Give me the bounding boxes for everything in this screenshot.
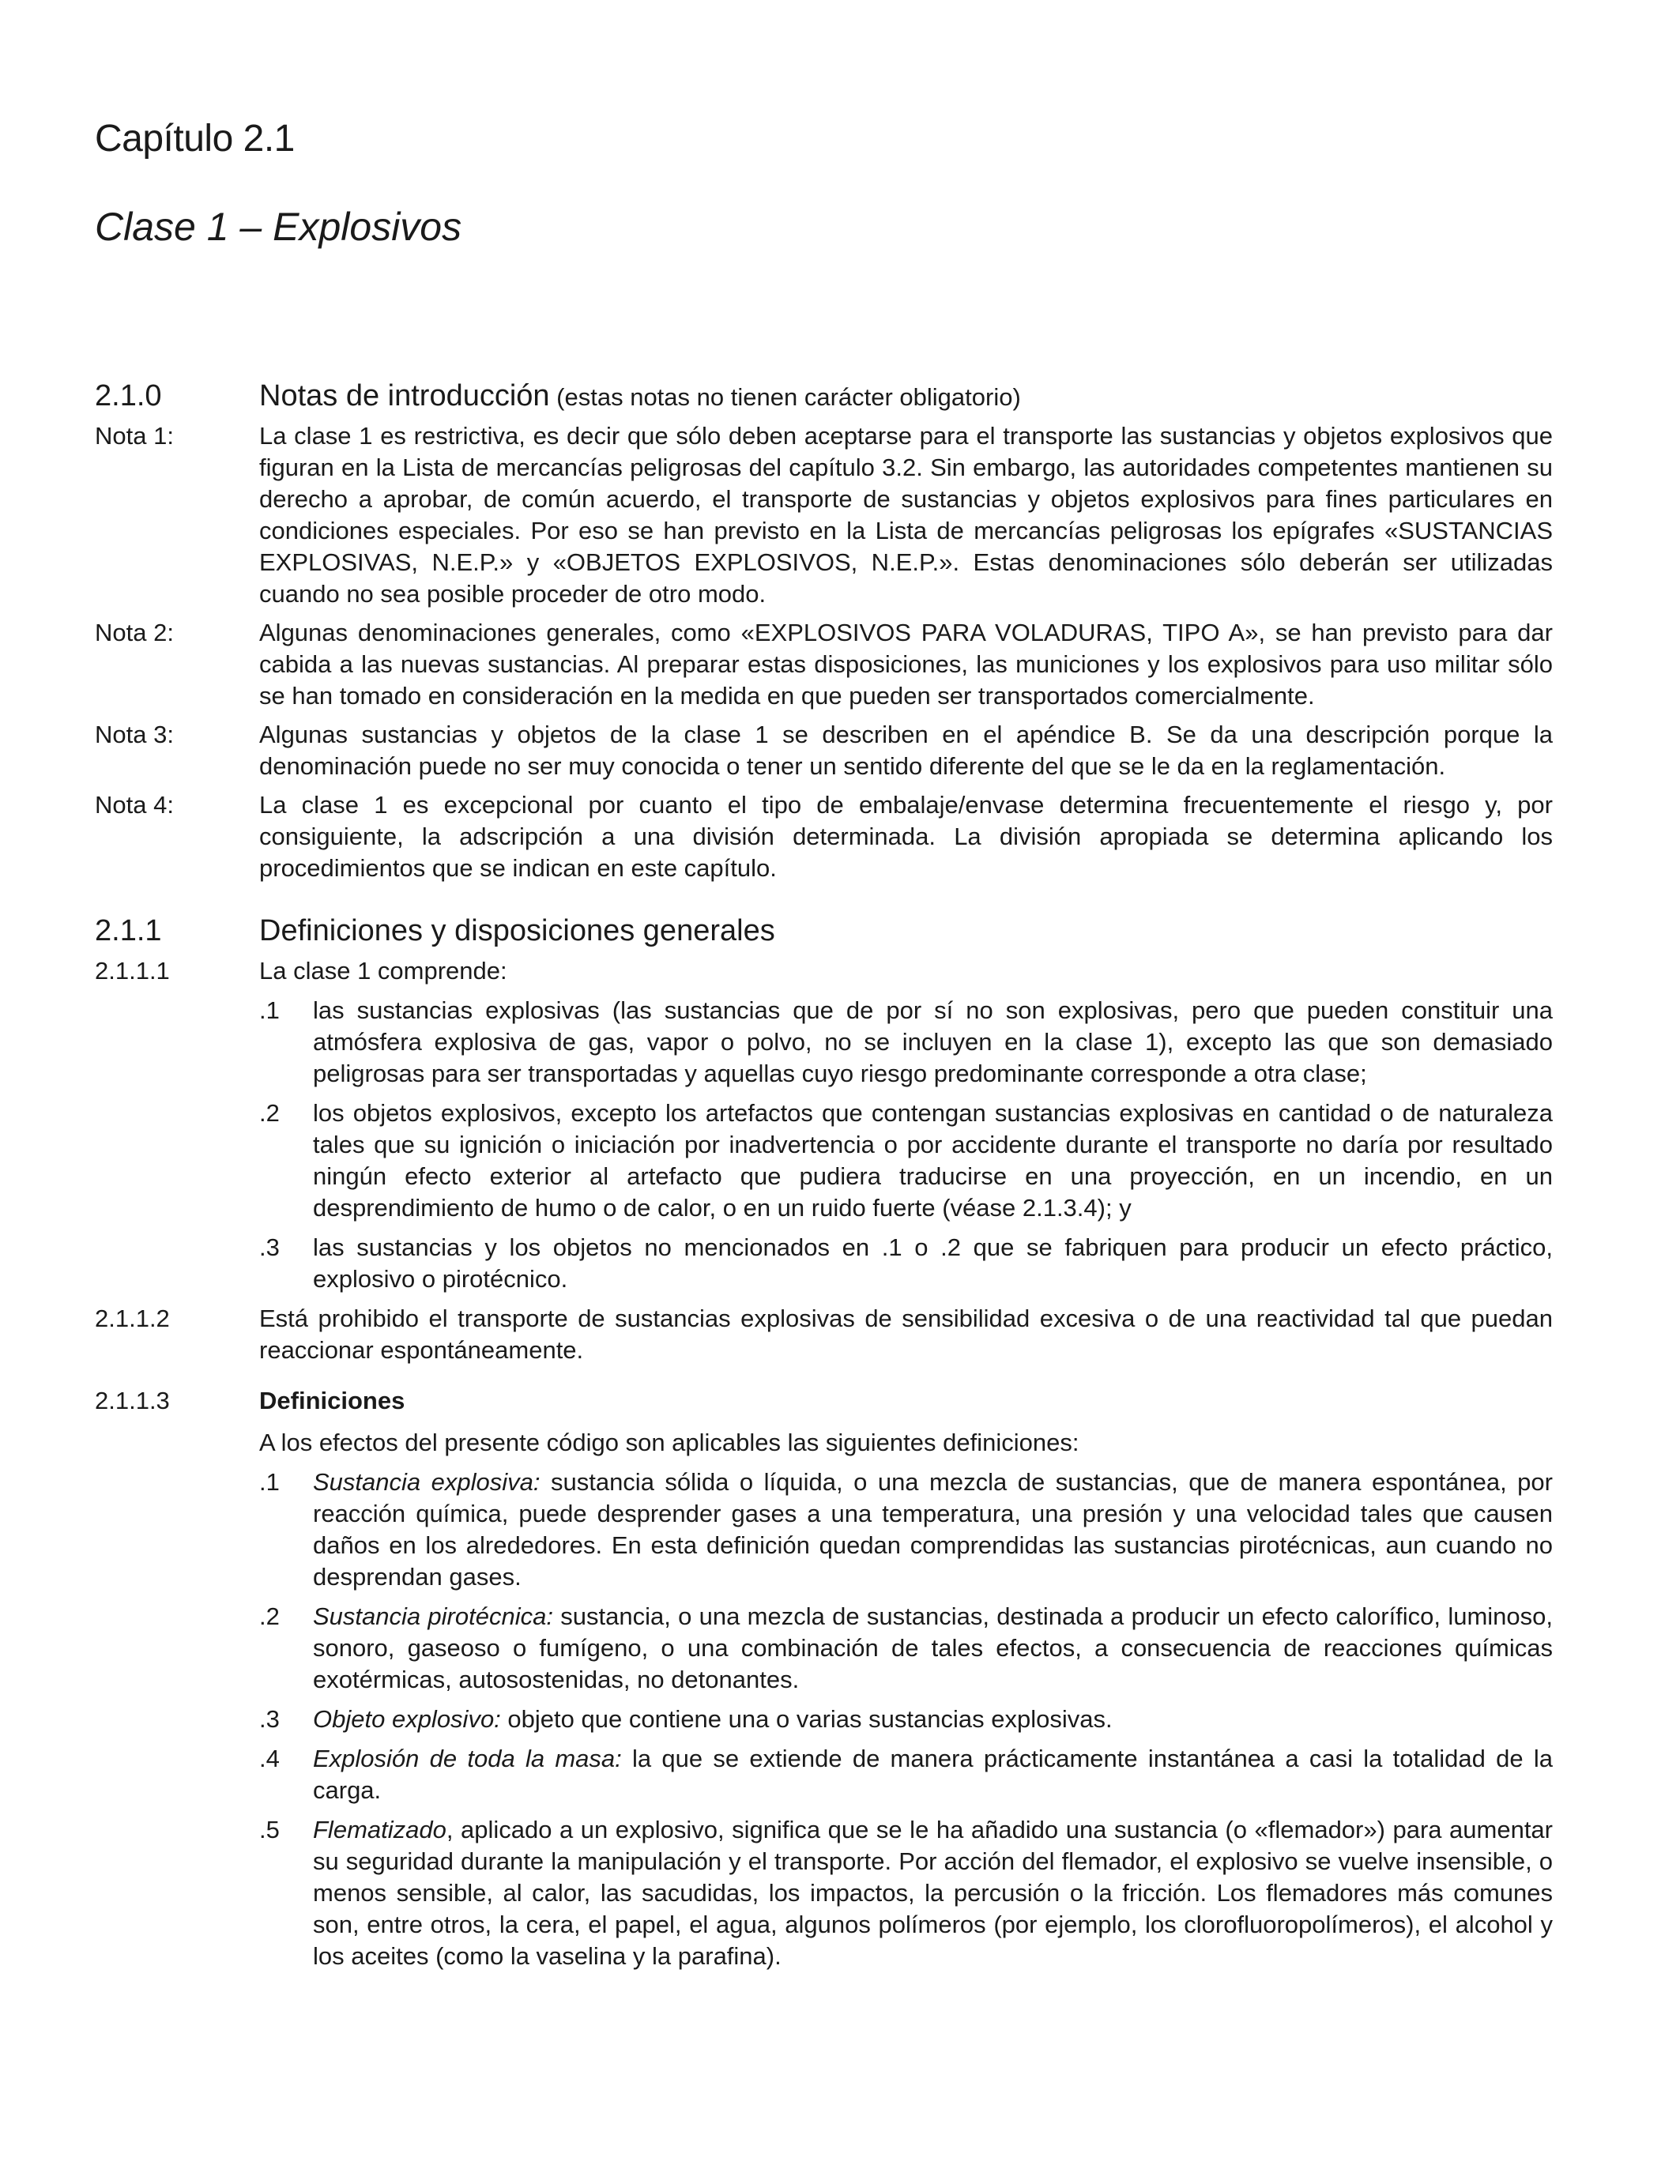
definition-term: Objeto explosivo: [313, 1705, 501, 1733]
definition-item [259, 1467, 1553, 1593]
note-2 [95, 617, 1553, 712]
section-number: 2.1.0 [95, 379, 162, 412]
paragraph-number: 2.1.1.3 [95, 1387, 170, 1414]
definition-text: sustancia, o una mezcla de sustancias, destinada a producir un efecto calorífico, luminoso, sonoro, gaseoso o fumígeno, o una combinación de tales efectos, a consecuencia de reacciones químicas exotérmicas, autosostenidas, no detonantes. [313, 1602, 1554, 1693]
note-label: Nota 1: [95, 422, 174, 450]
item-text: las sustancias y los objetos no mencionados en .1 o .2 que se fabriquen para producir un efecto práctico, explosivo o pirotécnico. [313, 1233, 1553, 1293]
section-title: Notas de introducción [259, 379, 550, 412]
paragraph-number: 2.1.1.1 [95, 957, 170, 985]
section-2-1-0-heading [95, 378, 1553, 416]
note-text: La clase 1 es excepcional por cuanto el tipo de embalaje/envase determina frecuentemente el riesgo y, por consiguiente, la adscripción a una división determinada. La división apropiada se determina aplicando los procedimientos que se indican en este capítulo. [259, 791, 1553, 882]
definition-item [259, 1814, 1553, 1972]
note-3 [95, 719, 1553, 782]
definition-text: objeto que contiene una o varias sustancias explosivas. [500, 1705, 1113, 1733]
note-label: Nota 2: [95, 619, 174, 646]
item-number: .2 [259, 1602, 280, 1630]
paragraph-intro: La clase 1 comprende: [259, 957, 507, 985]
item-number: .3 [259, 1233, 280, 1261]
section-number: 2.1.1 [95, 914, 162, 947]
definition-item [259, 1601, 1553, 1696]
chapter-subtitle: Clase 1 – Explosivos [95, 205, 462, 249]
note-text: Algunas denominaciones generales, como «EXPLOSIVOS PARA VOLADURAS, TIPO A», se han previsto para dar cabida a las nuevas sustancias. Al preparar estas disposiciones, las municiones y los explosivos para uso militar sólo se han tomado en consideración en la medida en que pueden ser transportados comercialmente. [259, 619, 1553, 710]
definition-term: Explosión de toda la masa: [313, 1745, 622, 1772]
paragraph-number: 2.1.1.2 [95, 1305, 170, 1332]
item-text: las sustancias explosivas (las sustancias que de por sí no son explosivas, pero que pueden constituir una atmósfera explosiva de gas, vapor o polvo, no se incluyen en la clase 1), excepto las que son demasiado peligrosas para ser transportadas y aquellas cuyo riesgo predominante corresponde a otra clase; [313, 996, 1553, 1087]
paragraph-2-1-1-1 [95, 955, 1553, 1295]
item-number: .1 [259, 1468, 280, 1496]
list-item [259, 1098, 1553, 1224]
item-number: .5 [259, 1816, 280, 1843]
definition-term: Sustancia pirotécnica: [313, 1602, 553, 1630]
note-label: Nota 4: [95, 791, 174, 819]
paragraph-2-1-1-3 [95, 1385, 1553, 1972]
section-note: (estas notas no tienen carácter obligatorio) [549, 383, 1021, 411]
definition-text: , aplicado a un explosivo, significa que se le ha añadido una sustancia (o «flemador») para aumentar su seguridad durante la manipulación y el transporte. Por acción del flemador, el explosivo se vuelve insensible, o menos sensible, al calor, las sacudidas, los impactos, la percusión o la fricción. Los flemadores más comunes son, entre otros, la cera, el papel, el agua, algunos polímeros (por ejemplo, los clorofluoropolímeros), el alcohol y los aceites (como la vaselina y la parafina). [313, 1816, 1553, 1970]
paragraph-2-1-1-2 [95, 1303, 1553, 1366]
item-number: .1 [259, 996, 280, 1024]
definition-term: Sustancia explosiva: [313, 1468, 541, 1496]
note-4 [95, 789, 1553, 884]
definition-text: la que se extiende de manera prácticamente instantánea a casi la totalidad de la carga. [313, 1745, 1553, 1804]
item-number: .2 [259, 1099, 280, 1127]
paragraph-text: Está prohibido el transporte de sustancias explosivas de sensibilidad excesiva o de una reactividad tal que puedan reaccionar espontáneamente. [259, 1305, 1553, 1364]
paragraph-title: Definiciones [259, 1387, 405, 1414]
note-1 [95, 420, 1553, 610]
item-number: .4 [259, 1745, 280, 1772]
note-label: Nota 3: [95, 721, 174, 748]
chapter-title: Capítulo 2.1 [95, 118, 295, 160]
paragraph-intro: A los efectos del presente código son aplicables las siguientes definiciones: [259, 1429, 1079, 1456]
note-text: Algunas sustancias y objetos de la clase 1 se describen en el apéndice B. Se da una descripción porque la denominación puede no ser muy conocida o tener un sentido diferente del que se le da en la reglamentación. [259, 721, 1553, 780]
list-item [259, 1232, 1553, 1295]
definition-term: Flematizado [313, 1816, 446, 1843]
content [95, 378, 1553, 1972]
list-item [259, 995, 1553, 1090]
item-text: los objetos explosivos, excepto los artefactos que contengan sustancias explosivas en cantidad o de naturaleza tales que su ignición o iniciación por inadvertencia o por accidente durante el transporte no daría por resultado ningún efecto exterior al artefacto que pudiera traducirse en una proyección, en un incendio, en un desprendimiento de humo o de calor, o en un ruido fuerte (véase 2.1.3.4); y [313, 1099, 1553, 1222]
note-text: La clase 1 es restrictiva, es decir que sólo deben aceptarse para el transporte las sustancias y objetos explosivos que figuran en la Lista de mercancías peligrosas del capítulo 3.2. Sin embargo, las autoridades competentes mantienen su derecho a aprobar, de común acuerdo, el transporte de sustancias y objetos explosivos para fines particulares en condiciones especiales. Por eso se han previsto en la Lista de mercancías peligrosas los epígrafes «SUSTANCIAS EXPLOSIVAS, N.E.P.» y «OBJETOS EXPLOSIVOS, N.E.P.». Estas denominaciones sólo deberán ser utilizadas cuando no sea posible proceder de otro modo. [259, 422, 1553, 608]
definition-item [259, 1704, 1553, 1735]
item-number: .3 [259, 1705, 280, 1733]
section-2-1-1-heading [95, 913, 1553, 949]
definition-text: sustancia sólida o líquida, o una mezcla de sustancias, que de manera espontánea, por reacción química, puede desprender gases a una temperatura, una presión y una velocidad tales que causen daños en los alrededores. En esta definición quedan comprendidas las sustancias pirotécnicas, aun cuando no desprendan gases. [313, 1468, 1553, 1591]
section-title: Definiciones y disposiciones generales [259, 914, 775, 947]
definition-item [259, 1743, 1553, 1806]
